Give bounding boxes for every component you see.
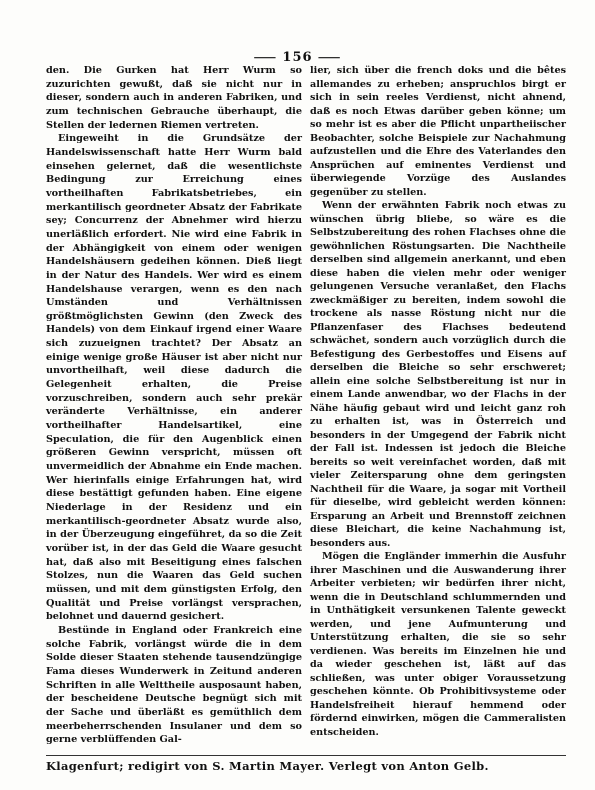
page-number: ⸺ 156 ⸺ — [253, 50, 342, 65]
imprint-footer: Klagenfurt; redigirt von S. Martin Mayer. Verlegt von Anton Gelb. — [46, 759, 489, 773]
paragraph: Bestünde in England oder Frankreich eine solche Fabrik, vorlängst würde die in dem Solde dieser Staaten stehende tausendzüngige Fama dieses Wunderwerk in Zeitund anderen Schriften in alle Welttheile ausposaunt haben, der bescheidene Deutsche begnügt sich mit der Sache und überläßt es gemüthlich dem meerbeherrschenden Insulaner und dem so gerne verblüffenden Gal- — [46, 624, 302, 746]
paragraph: Mögen die Engländer immerhin die Ausfuhr ihrer Maschinen und die Auswanderung ihrer Arbeiter verbieten; wir bedürfen ihrer nicht, wenn die in Deutschland schlummernden und in Unthätigkeit versunkenen Talente geweckt werden, und jene Aufmunterung und Unterstützung erhalten, die sie so sehr verdienen. Was bereits im Einzelnen hie und da wieder geschehen ist, läßt auf das schließen, was unter obiger Voraussetzung geschehen könnte. Ob Prohibitivsysteme oder Handelsfreiheit hierauf hemmend oder fördernd einwirken, mögen die Cammeralisten entscheiden. — [310, 551, 566, 738]
paragraph: lier, sich über die french doks und die bêtes allemandes zu erheben; anspruchlos birgt er sich in sein reeles Verdienst, nicht ahnend, daß es noch Etwas darüber geben könne; um so mehr ist es aber die Pflicht unpartheiischer Beobachter, solche Beispiele zur Nachahmung aufzustellen und die Ehre des Vaterlandes den Ansprüchen auf eminentes Verdienst und überwiegende Vorzüge des Auslandes gegenüber zu stellen. — [310, 65, 566, 198]
right-column — [310, 64, 566, 739]
left-column — [46, 64, 302, 747]
paragraph: Eingeweiht in die Grundsätze der Handelswissenschaft hatte Herr Wurm bald einsehen gelernet, daß die wesentlichste Bedingung zur Erreichung eines vortheilhaften Fabrikatsbetriebes, ein merkantilisch geordneter Absatz der Fabrikate sey; Concurrenz der Abnehmer wird hierzu unerläßlich erfordert. Nie wird eine Fabrik in der Abhängigkeit von einem oder wenigen Handelshäusern gedeihen können. Dieß liegt in der Natur des Handels. Wer wird es einem Handelshause verargen, wenn es den nach Umständen und Verhältnissen größtmöglichsten Gewinn (den Zweck des Handels) von dem Einkauf irgend einer Waare sich zuzueignen trachtet? Der Absatz an einige wenige große Häuser ist aber nicht nur unvortheilhaft, weil diese dadurch die Gelegenheit erhalten, die Preise vorzuschreiben, sondern auch sehr prekär veränderte Verhältnisse, ein anderer vortheilhafter Handelsartikel, eine Speculation, die für den Augenblick einen größeren Gewinn verspricht, müssen oft unvermeidlich der Abnahme ein Ende machen. Wer hierinfalls einige Erfahrungen hat, wird diese bestättigt gefunden haben. Eine eigene Niederlage in der Residenz und ein merkantilisch-geordneter Absatz wurde also, in der Überzeugung eingeführet, da so die Zeit vorüber ist, in der das Geld die Waare gesucht hat, daß also mit Beseitigung eines falschen Stolzes, nun die Waaren das Geld suchen müssen, und mit dem günstigsten Erfolg, den Qualität und Preise vorlängst versprachen, belohnet und dauernd gesichert. — [46, 133, 302, 623]
paragraph: den. Die Gurken hat Herr Wurm so zuzurichten gewußt, daß sie nicht nur in dieser, sondern auch in anderen Fabriken, und zum technischen Gebrauche überhaupt, die Stellen der ledernen Riemen vertreten. — [46, 65, 302, 131]
paragraph: Wenn der erwähnten Fabrik noch etwas zu wünschen übrig bliebe, so wäre es die Selbstzubereitung des rohen Flachses ohne die gewöhnlichen Röstungsarten. Die Nachtheile derselben sind allgemein anerkannt, und eben diese haben die vielen mehr oder weniger gelungenen Versuche veranlaßet, den Flachs zweckmäßiger zu bereiten, indem sowohl die trockene als nasse Röstung nicht nur die Pflanzenfaser des Flachses bedeutend schwächet, sondern auch vorzüglich durch die Befestigung des Gerbestoffes und Eisens auf derselben die Bleiche so sehr erschweret; allein eine solche Selbstbereitung ist nur in einem Lande anwendbar, wo der Flachs in der Nähe häufig gebaut wird und leicht ganz roh zu erhalten ist, was in Österreich und besonders in der Umgegend der Fabrik nicht der Fall ist. Indessen ist jedoch die Bleiche bereits so weit vereinfachet worden, daß mit vieler Zeitersparung ohne dem geringsten Nachtheil für die Waare, ja sogar mit Vortheil für dieselbe, wird gebleicht werden können: Ersparung an Arbeit und Brennstoff zeichnen diese Bleichart, die keine Nachahmung ist, besonders aus. — [310, 200, 566, 549]
footer-divider — [46, 755, 566, 756]
